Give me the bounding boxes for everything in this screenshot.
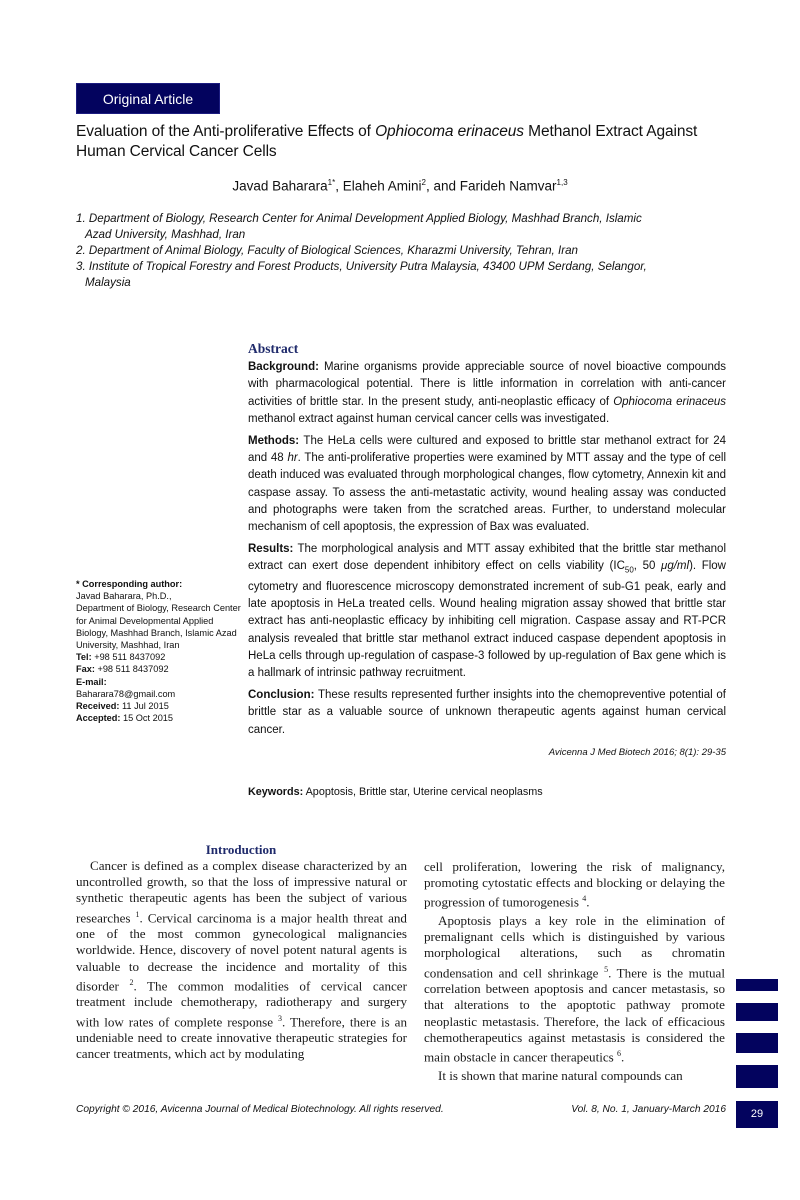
methods-label: Methods: <box>248 435 300 448</box>
reference-4[interactable]: 4 <box>582 894 587 904</box>
body-column-left <box>76 858 407 1065</box>
results-unit: μg/ml <box>661 560 690 573</box>
title-species: Ophiocoma erinaceus <box>375 123 524 140</box>
abstract-conclusion <box>248 687 726 739</box>
corresponding-name: Javad Baharara, Ph.D., <box>76 591 172 602</box>
title-part2: Methanol Extract Against Human Cervical Cancer Cells <box>76 123 698 160</box>
para-text: . The common modalities of cervical cancer treatment include chemotherapy, radiotherapy and surgery with low rates of complete response <box>76 978 407 1029</box>
intro-paragraph-1-cont <box>424 859 725 911</box>
corresponding-label: * Corresponding author: <box>76 579 183 589</box>
affiliation-1-cont: Azad University, Mashhad, Iran <box>85 228 246 241</box>
results-text: The morphological analysis and MTT assay exhibited that the brittle star methanol extract can exert dose dependent inhibitory effect on cells viability (IC <box>248 543 726 573</box>
para-text: . Therefore, there is an undeniable need to create innovative therapeutic strategies for cancer treatments, which act by modulating <box>76 1013 407 1062</box>
abstract-methods <box>248 433 726 536</box>
intro-paragraph-1 <box>76 858 407 1063</box>
author-name: Javad Baharara <box>232 178 328 194</box>
background-text: Marine organisms provide appreciable source of novel bioactive compounds with pharmacological potential. There is little information in correlation with anti-cancer activities of brittle star. In the present study, anti-neoplastic efficacy of <box>248 361 726 408</box>
author-list <box>0 178 800 194</box>
article-title <box>76 122 736 162</box>
results-text-mid: , 50 <box>633 560 662 573</box>
affiliation-3: 3. Institute of Tropical Forestry and Forest Products, University Putra Malaysia, 43400 UPM Serdang, Selangor, <box>76 260 647 273</box>
affiliations <box>76 211 736 291</box>
copyright-notice: Copyright © 2016, Avicenna Journal of Medical Biotechnology. All rights reserved. <box>76 1104 444 1115</box>
conclusion-label: Conclusion: <box>248 689 315 702</box>
accepted-value: 15 Oct 2015 <box>120 713 174 724</box>
reference-2[interactable]: 2 <box>129 977 134 987</box>
page-number: 29 <box>736 1101 778 1128</box>
fax-value: +98 511 8437092 <box>94 664 169 675</box>
methods-text: The HeLa cells were cultured and exposed to brittle star methanol extract for 24 and 48 <box>248 435 726 465</box>
article-type-badge: Original Article <box>76 83 220 114</box>
author-affil-sup: 1* <box>327 178 336 187</box>
received-label: Received: <box>76 701 120 712</box>
fax-label: Fax: <box>76 664 95 675</box>
affiliation-3-cont: Malaysia <box>85 276 131 289</box>
intro-paragraph-2 <box>424 913 725 1066</box>
author-affil-sup: 1,3 <box>556 178 568 187</box>
corresponding-address: Department of Biology, Research Center for Animal Developmental Applied Biology, Mashhad Branch, Islamic Azad University, Mashhad, Iran <box>76 603 241 651</box>
background-text-end: methanol extract against human cervical cancer cells was investigated. <box>248 412 610 425</box>
journal-citation: Avicenna J Med Biotech 2016; 8(1): 29-35 <box>548 746 726 758</box>
abstract-section <box>248 340 726 801</box>
para-text: cell proliferation, lowering the risk of malignancy, promoting cytostatic effects and blocking or delaying the progression of tumorogenesis <box>424 859 725 910</box>
abstract-heading: Abstract <box>248 341 299 356</box>
author-name: Farideh Namvar <box>459 178 557 194</box>
corresponding-fax <box>76 663 241 675</box>
results-subscript: 50 <box>624 565 634 575</box>
email-link[interactable]: Baharara78@gmail.com <box>76 688 176 699</box>
decorative-bar <box>736 1065 778 1088</box>
author-name: Elaheh Amini <box>342 178 422 194</box>
results-label: Results: <box>248 543 294 556</box>
para-text: . <box>586 894 590 910</box>
para-text: . Cervical carcinoma is a major health threat and one of the most common gynecological malignancies worldwide. Hence, discovery of novel potent natural agents is valuable to decrease the incidence and mortality of this disorder <box>76 909 407 994</box>
body-column-right <box>424 859 725 1086</box>
reference-1[interactable]: 1 <box>135 909 140 919</box>
received-date <box>76 700 241 712</box>
para-text: Apoptosis plays a key role in the elimination of premalignant cells which is distinguished by various morphological alterations, such as chromatin condensation and cell shrinkage <box>424 912 725 980</box>
tel-value: +98 511 8437092 <box>91 652 166 663</box>
introduction-heading: Introduction <box>205 842 277 857</box>
para-text: . <box>621 1049 625 1065</box>
decorative-bar <box>736 1033 778 1053</box>
keywords-label: Keywords: <box>248 785 304 798</box>
reference-5[interactable]: 5 <box>604 964 609 974</box>
conclusion-text: These results represented further insights into the chemopreventive potential of brittle star as a valuable source of unknown therapeutic agents against human cervical cancer. <box>248 689 726 736</box>
para-text: . There is the mutual correlation between apoptosis and cancer metastasis, so that alterations to the apoptotic pathway promote neoplastic metastasis. Therefore, the lack of efficacious chemotherapeutics against metastasis is considered the main obstacle in cancer therapeutics <box>424 964 725 1065</box>
email-label: E-mail: <box>76 676 107 687</box>
methods-text-end: . The anti-proliferative properties were examined by MTT assay and the type of cell death induced was evaluated through morphological changes, flow cytometry, Annexin kit and caspase assay. To assess the anti-metastatic activity, wound healing assay was conducted and photographs were taken from the scratched areas. Further, to understand molecular mechanism of cell apoptosis, the expression of Bax was evaluated. <box>248 452 726 534</box>
corresponding-author-box <box>76 578 241 724</box>
corresponding-tel <box>76 651 241 663</box>
accepted-date <box>76 712 241 724</box>
keywords <box>248 784 726 801</box>
decorative-bar <box>736 979 778 991</box>
tel-label: Tel: <box>76 652 92 663</box>
background-species: Ophiocoma erinaceus <box>613 395 726 408</box>
intro-paragraph-3: It is shown that marine natural compounds can <box>438 1067 683 1083</box>
reference-6[interactable]: 6 <box>617 1048 622 1058</box>
abstract-background <box>248 359 726 428</box>
results-text-end: ). Flow cytometry and fluorescence microscopy demonstrated increment of sub-G1 peak, early and late apoptosis in HeLa treated cells. Wound healing migration assay showed that brittle star extract has anti-neoplastic efficacy by inhibiting cell migration. Caspase assay and RT-PCR analysis revealed that brittle star methanol extract induced caspase dependent apoptosis in HeLa cells through up-regulation of caspase-3 followed by up-regulation of Bax gene which is a hallmark of intrinsic pathway recruitment. <box>248 560 726 679</box>
affiliation-1: 1. Department of Biology, Research Center for Animal Development Applied Biology, Mashhad Branch, Islamic <box>76 212 642 225</box>
author-separator: , <box>335 178 343 194</box>
para-text: Cancer is defined as a complex disease characterized by an uncontrolled growth, so that the loss of impressive natural or synthetic therapeutic agents has been the subject of various researches <box>76 858 407 925</box>
decorative-bar <box>736 1003 778 1021</box>
reference-3[interactable]: 3 <box>278 1013 283 1023</box>
methods-unit: hr <box>287 452 298 465</box>
received-value: 11 Jul 2015 <box>119 701 169 712</box>
affiliation-2: 2. Department of Animal Biology, Faculty of Biological Sciences, Kharazmi University, Tehran, Iran <box>76 244 578 257</box>
accepted-label: Accepted: <box>76 713 121 724</box>
title-part1: Evaluation of the Anti-proliferative Effects of <box>76 123 376 140</box>
abstract-results <box>248 541 726 682</box>
background-label: Background: <box>248 361 319 374</box>
author-separator: , and <box>425 178 460 194</box>
author-affil-sup: 2 <box>421 178 426 187</box>
keywords-text: Apoptosis, Brittle star, Uterine cervical neoplasms <box>303 785 543 798</box>
volume-info: Vol. 8, No. 1, January-March 2016 <box>571 1104 726 1115</box>
